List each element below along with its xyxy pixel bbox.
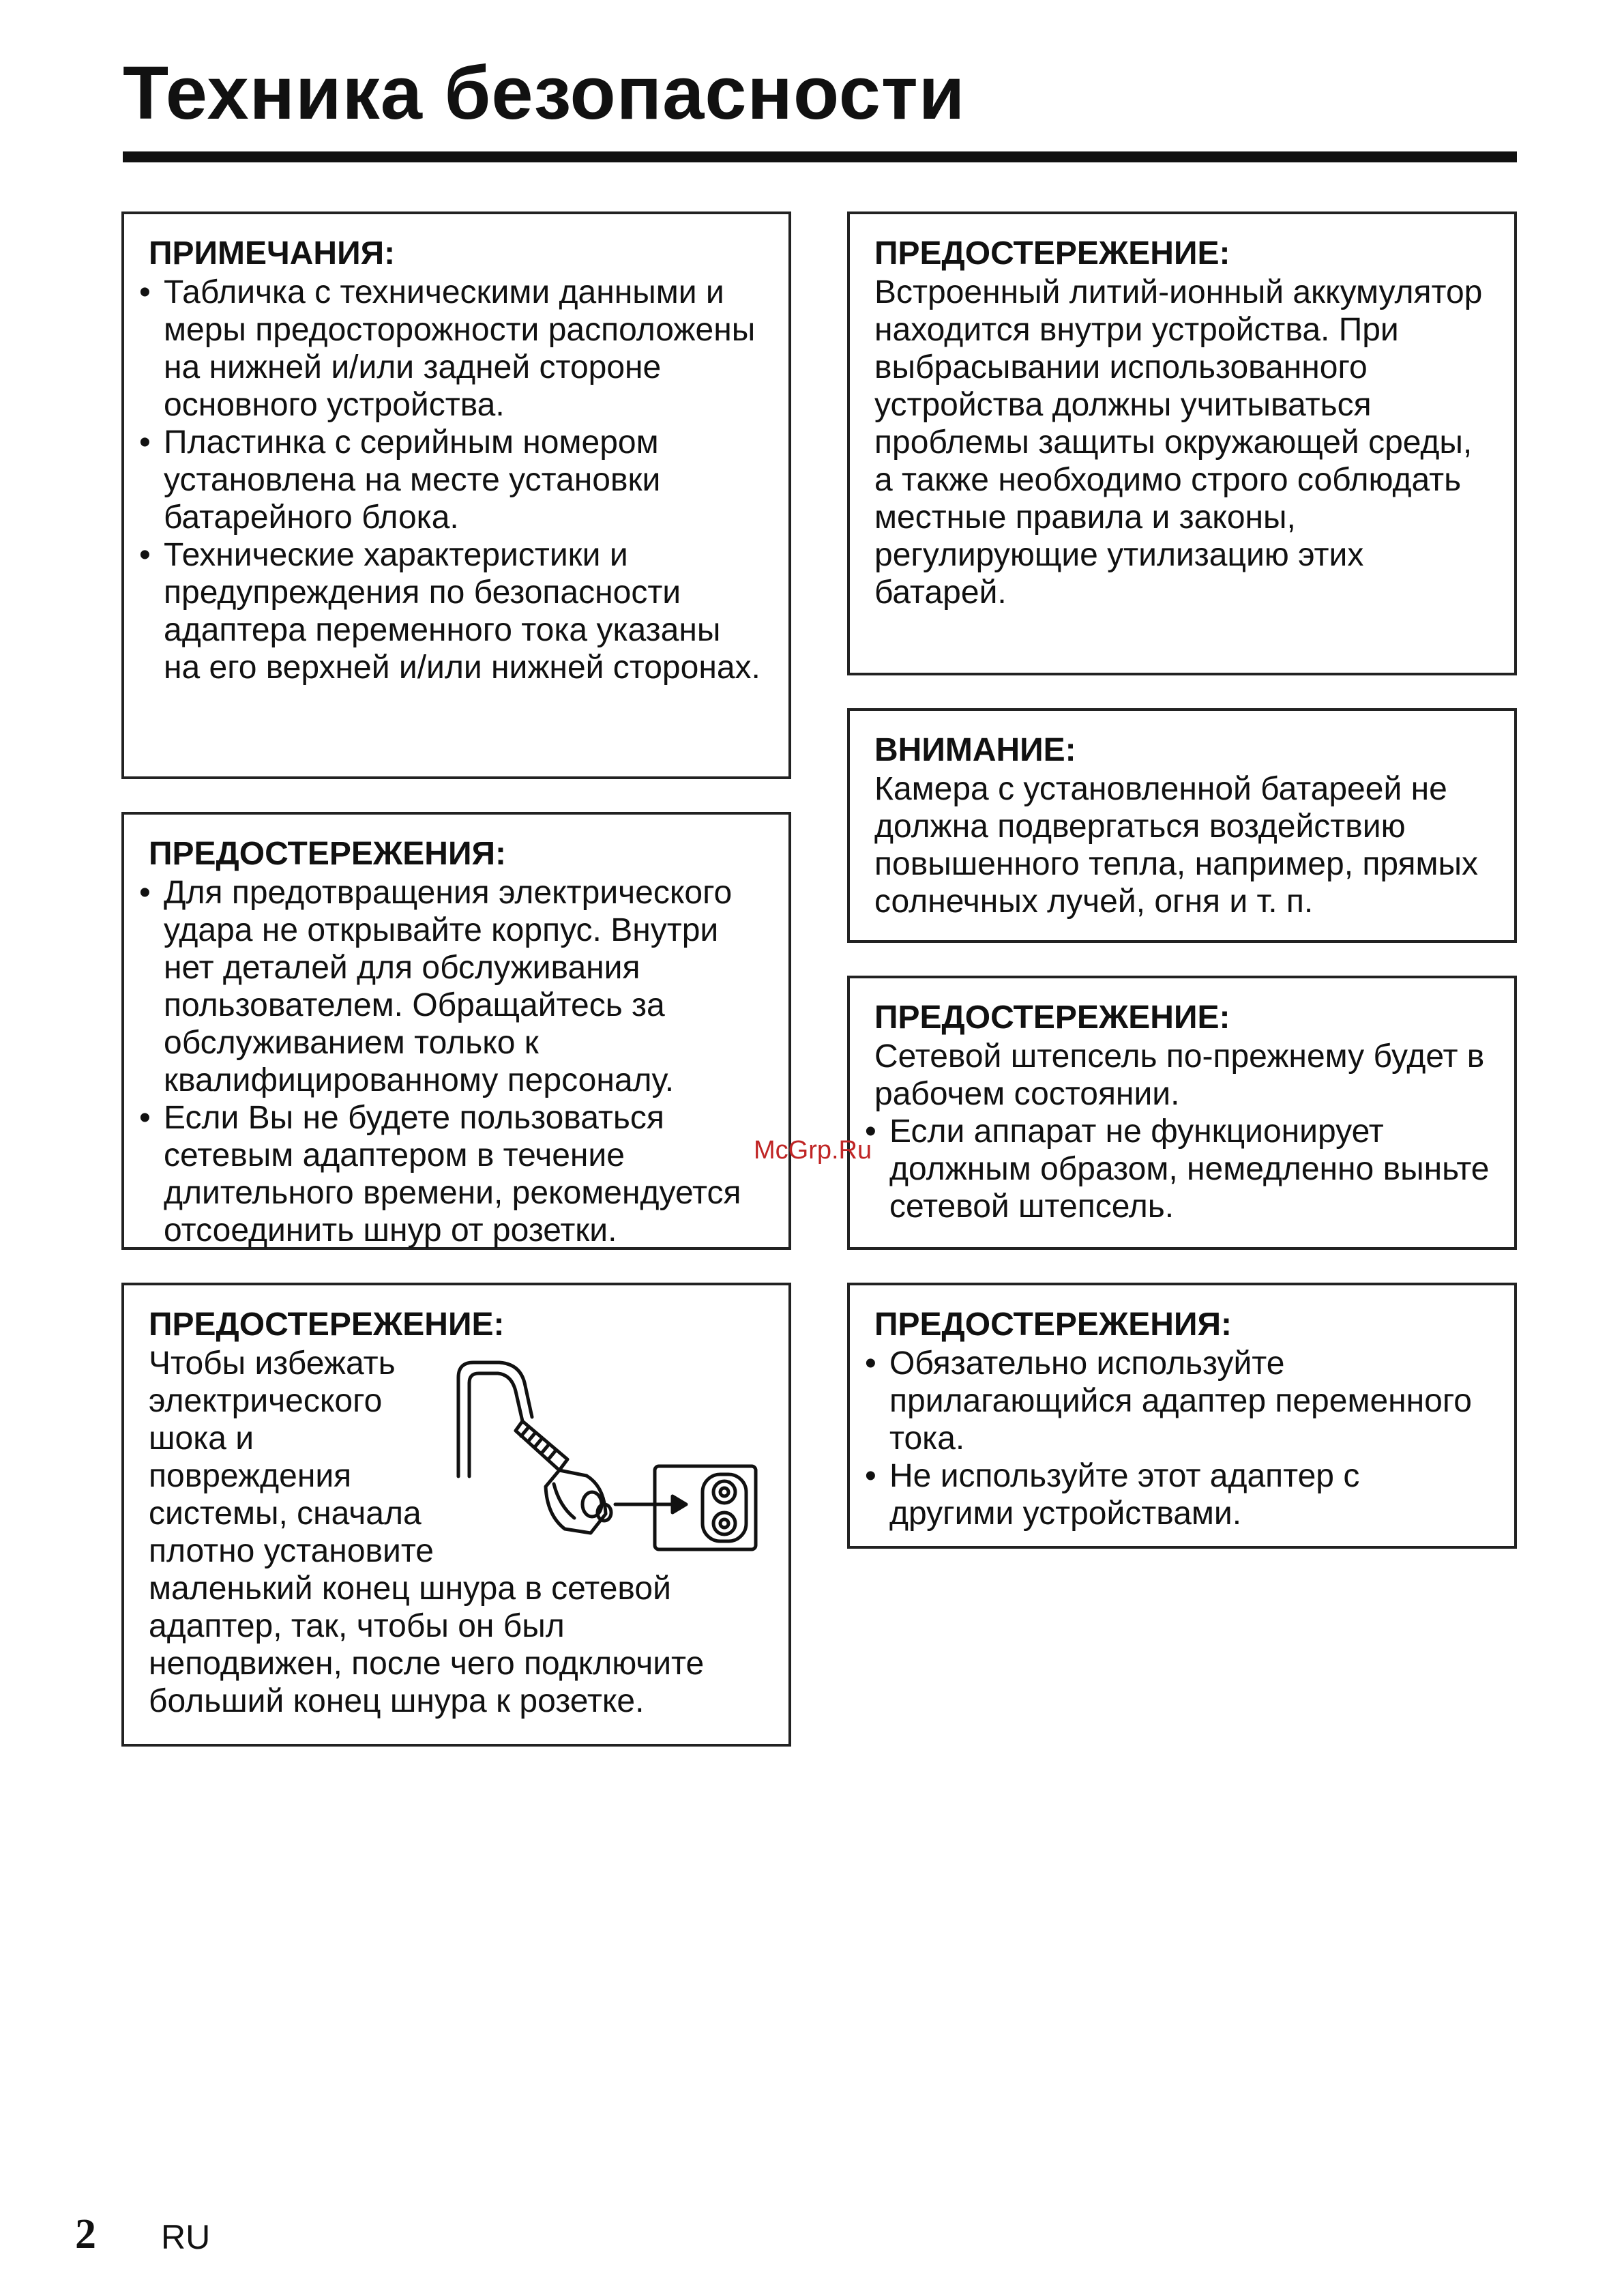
cautions-shock-box xyxy=(121,812,791,1250)
list-item: • Обязательно используйте прилагающийся адаптер переменного тока. xyxy=(874,1345,1491,1457)
cautions-adapter-heading: ПРЕДОСТЕРЕЖЕНИЯ: xyxy=(874,1307,1232,1343)
list-item: • Табличка с техническими данными и меры предосторожности расположены на нижней и/или задней стороне основного устройства. xyxy=(149,274,765,424)
list-item: • Если аппарат не функционирует должным образом, немедленно выньте сетевой штепсель. xyxy=(874,1113,1491,1225)
caution-cord-heading: ПРЕДОСТЕРЕЖЕНИЕ: xyxy=(149,1307,505,1343)
power-cord-illustration xyxy=(445,1350,765,1555)
caution-battery-heading: ПРЕДОСТЕРЕЖЕНИЕ: xyxy=(874,235,1230,272)
list-item: • Для предотвращения электрического удара не открывайте корпус. Внутри нет деталей для обслуживания пользователем. Обращайтесь за обслуживанием только к квалифицированному персоналу. xyxy=(149,874,765,1099)
caution-battery-text: Встроенный литий-ионный аккумулятор находится внутри устройства. При выбрасывании использованного устройства должны учитываться проблемы защиты окружающей среды, а также необходимо строго соблюдать местные правила и законы, регулирующие утилизацию этих батарей. xyxy=(874,274,1483,611)
cautions-shock-heading: ПРЕДОСТЕРЕЖЕНИЯ: xyxy=(149,836,506,872)
language-code: RU xyxy=(161,2218,211,2256)
attention-heat-heading: ВНИМАНИЕ: xyxy=(874,732,1076,768)
caution-plug-list xyxy=(874,1113,1491,1225)
notes-list xyxy=(149,274,765,686)
list-item: • Если Вы не будете пользоваться сетевым адаптером в течение длительного времени, рекомендуется отсоединить шнур от розетки. xyxy=(149,1099,765,1249)
caution-plug-box xyxy=(847,976,1517,1250)
attention-heat-box xyxy=(847,708,1517,943)
cautions-adapter-box xyxy=(847,1283,1517,1549)
notes-heading: ПРИМЕЧАНИЯ: xyxy=(149,235,396,272)
page-number: 2 xyxy=(75,2211,96,2258)
caution-cord-box xyxy=(121,1283,791,1747)
page-title: Техника безопасности xyxy=(123,51,966,135)
list-item: • Пластинка с серийным номером установлена на месте установки батарейного блока. xyxy=(149,424,765,536)
cautions-adapter-list xyxy=(874,1345,1491,1532)
attention-heat-text: Камера с установленной батареей не должна подвергаться воздействию повышенного тепла, например, прямых солнечных лучей, огня и т. п. xyxy=(874,771,1478,920)
caution-battery-box xyxy=(847,211,1517,675)
notes-box xyxy=(121,211,791,779)
caution-plug-heading: ПРЕДОСТЕРЕЖЕНИЕ: xyxy=(874,999,1230,1036)
caution-plug-text: Сетевой штепсель по-прежнему будет в рабочем состоянии. xyxy=(874,1038,1485,1112)
title-underline xyxy=(123,151,1517,162)
cautions-shock-list xyxy=(149,874,765,1249)
list-item: • Не используйте этот адаптер с другими устройствами. xyxy=(874,1457,1491,1532)
list-item: • Технические характеристики и предупреждения по безопасности адаптера переменного тока указаны на его верхней и/или нижней сторонах. xyxy=(149,536,765,686)
caution-cord-text: Чтобы избежать электрического шока и повреждения системы, сначала плотно установите маленький конец шнура в сетевой адаптер, так, чтобы он был неподвижен, после чего подключите больший конец шнура к розетке. xyxy=(149,1345,705,1719)
watermark: McGrp.Ru xyxy=(754,1136,872,1165)
